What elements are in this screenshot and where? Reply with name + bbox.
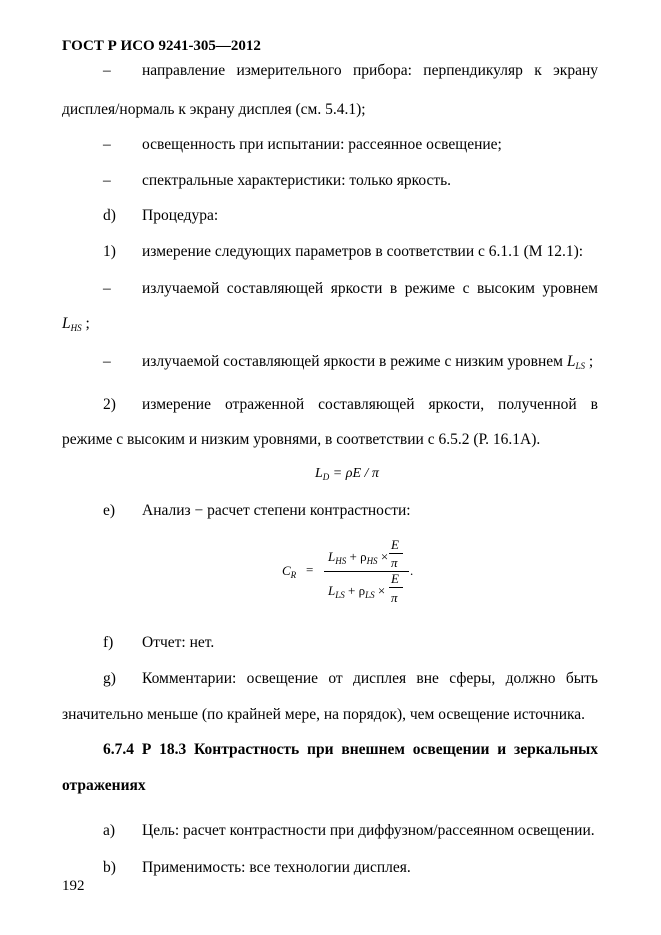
list-label: e) (103, 502, 116, 519)
subscript: R (290, 570, 297, 580)
subscript: LS (365, 590, 375, 600)
list-label: g) (103, 670, 116, 687)
paragraph-line: Цель: расчет контрастности при диффузном/рассеянном освещении. (142, 822, 595, 839)
punctuation: ; (81, 315, 90, 332)
list-label: b) (103, 859, 116, 876)
paragraph-line: измерение отраженной составляющей яркости, полученной в (142, 396, 598, 413)
subscript: HS (70, 323, 82, 333)
paragraph-line: режиме с высоким и низким уровнями, в соответствии с 6.5.2 (Р. 16.1А). (62, 431, 541, 448)
symbol-L: L (328, 549, 336, 564)
paragraph-line: излучаемой составляющей яркости в режиме с высоким уровнем (142, 280, 598, 297)
paragraph-line: Применимость: все технологии дисплея. (142, 859, 411, 876)
list-dash: – (103, 172, 111, 189)
symbol-L: L (315, 466, 323, 481)
symbol-L: L (328, 583, 336, 598)
subscript: HS (366, 556, 378, 566)
paragraph-line: Отчет: нет. (142, 634, 215, 651)
list-label: 1) (103, 243, 116, 260)
symbol-C: C (282, 563, 291, 578)
list-dash: – (103, 353, 111, 370)
paragraph-line: освещенность при испытании: рассеянное освещение; (142, 136, 502, 153)
fraction-bar (389, 587, 403, 588)
list-label: d) (103, 207, 116, 224)
paragraph-line: направление измерительного прибора: перпендикуляр к экрану (142, 62, 598, 79)
symbol-E: E (391, 537, 399, 552)
punctuation: ; (584, 353, 594, 370)
paragraph-line: Анализ − расчет степени контрастности: (142, 502, 411, 519)
plus-rho: + ρ (348, 583, 366, 598)
paragraph-line: дисплея/нормаль к экрану дисплея (см. 5.4.1); (62, 101, 366, 118)
formula-lhs (282, 563, 296, 580)
list-label: a) (103, 822, 116, 839)
document-header: ГОСТ Р ИСО 9241-305—2012 (62, 38, 261, 54)
subscript: LS (335, 590, 345, 600)
times-sign: × (380, 549, 389, 564)
paragraph-line: Комментарии: освещение от дисплея вне сферы, должно быть (142, 670, 598, 687)
symbol-pi: π (391, 590, 398, 605)
list-label: f) (103, 634, 114, 651)
equals-sign: = (306, 562, 314, 577)
fraction-bar (389, 553, 403, 554)
subscript: D (322, 472, 330, 482)
numerator (328, 549, 388, 566)
formula-rhs: = ρE / π (329, 466, 379, 481)
plus-rho: + ρ (349, 549, 367, 564)
list-label: 2) (103, 396, 116, 413)
section-heading: отражениях (62, 777, 146, 794)
list-dash: – (103, 280, 111, 297)
list-dash: – (103, 136, 111, 153)
symbol-E: E (391, 571, 399, 586)
subscript: LS (575, 361, 585, 371)
page-number: 192 (62, 878, 85, 894)
denominator (328, 583, 385, 600)
subscript: HS (335, 556, 347, 566)
paragraph-line: спектральные характеристики: только яркость. (142, 172, 452, 189)
symbol-pi: π (391, 555, 398, 570)
symbol-L: L (566, 353, 576, 370)
paragraph-line: Процедура: (142, 207, 219, 224)
paragraph-line: измерение следующих параметров в соответствии с 6.1.1 (М 12.1): (142, 243, 584, 260)
paragraph-line: значительно меньше (по крайней мере, на порядок), чем освещение источника. (62, 706, 586, 723)
times-sign: × (377, 583, 386, 598)
symbol-L: L (62, 315, 71, 332)
text-span: излучаемой составляющей яркости в режиме с низким уровнем (142, 353, 567, 370)
period: . (410, 563, 414, 578)
list-dash: – (103, 62, 111, 79)
section-heading: 6.7.4 Р 18.3 Контрастность при внешнем освещении и зеркальных (103, 741, 598, 758)
